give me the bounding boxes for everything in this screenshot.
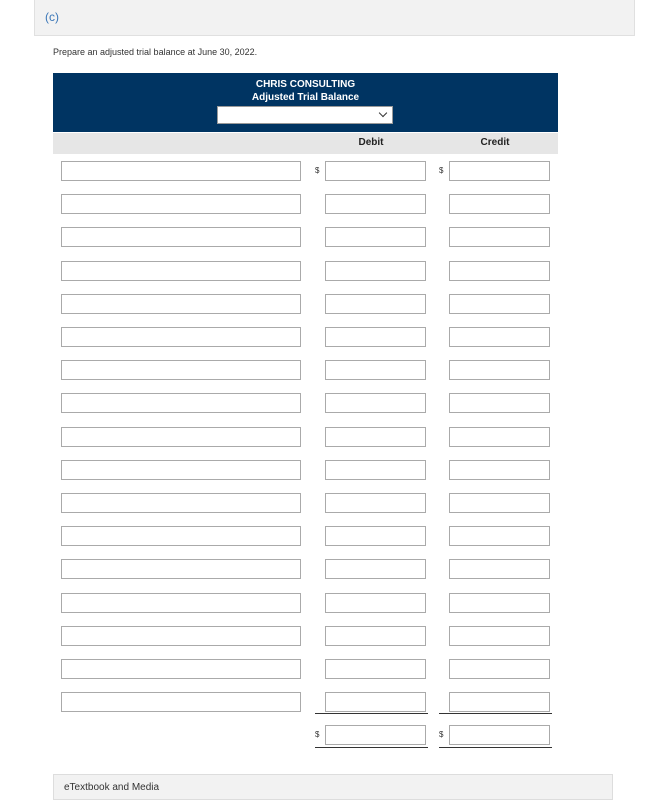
etextbook-media-button[interactable] <box>53 774 613 800</box>
credit-input[interactable] <box>449 294 550 314</box>
debit-input[interactable] <box>325 393 426 413</box>
credit-input[interactable] <box>449 161 550 181</box>
debit-subtotal-rule <box>315 713 428 714</box>
part-label: (c) <box>45 10 59 24</box>
account-input[interactable] <box>61 526 301 546</box>
table-row <box>0 393 650 413</box>
credit-input[interactable] <box>449 626 550 646</box>
credit-input[interactable] <box>449 194 550 214</box>
part-header <box>34 0 635 36</box>
table-row <box>0 194 650 214</box>
total-credit-input[interactable] <box>449 725 550 745</box>
table-row <box>0 360 650 380</box>
table-row <box>0 460 650 480</box>
credit-input[interactable] <box>449 227 550 247</box>
table-row <box>0 427 650 447</box>
credit-input[interactable] <box>449 593 550 613</box>
table-row <box>0 559 650 579</box>
credit-input[interactable] <box>449 526 550 546</box>
question-prompt: Prepare an adjusted trial balance at June 30, 2022. <box>53 47 258 57</box>
debit-input[interactable] <box>325 659 426 679</box>
account-input[interactable] <box>61 194 301 214</box>
account-input[interactable] <box>61 593 301 613</box>
table-row <box>0 161 650 181</box>
credit-total-double-rule <box>439 747 552 748</box>
credit-input[interactable] <box>449 393 550 413</box>
table-row <box>0 327 650 347</box>
table-row <box>0 493 650 513</box>
account-input[interactable] <box>61 161 301 181</box>
account-input[interactable] <box>61 360 301 380</box>
account-input[interactable] <box>61 659 301 679</box>
account-input[interactable] <box>61 427 301 447</box>
table-row <box>0 261 650 281</box>
debit-input[interactable] <box>325 692 426 712</box>
credit-subtotal-rule <box>439 713 552 714</box>
credit-input[interactable] <box>449 360 550 380</box>
credit-input[interactable] <box>449 427 550 447</box>
currency-symbol: $ <box>315 730 320 739</box>
table-row <box>0 593 650 613</box>
debit-input[interactable] <box>325 493 426 513</box>
credit-column-header: Credit <box>480 137 510 148</box>
credit-input[interactable] <box>449 327 550 347</box>
debit-input[interactable] <box>325 559 426 579</box>
debit-total-double-rule <box>315 747 428 748</box>
debit-input[interactable] <box>325 161 426 181</box>
debit-input[interactable] <box>325 460 426 480</box>
table-row <box>0 294 650 314</box>
debit-input[interactable] <box>325 294 426 314</box>
debit-input[interactable] <box>325 526 426 546</box>
debit-input[interactable] <box>325 626 426 646</box>
credit-input[interactable] <box>449 493 550 513</box>
debit-input[interactable] <box>325 227 426 247</box>
currency-symbol: $ <box>439 166 444 175</box>
company-name: CHRIS CONSULTING <box>255 79 356 90</box>
table-row <box>0 526 650 546</box>
credit-input[interactable] <box>449 460 550 480</box>
debit-input[interactable] <box>325 327 426 347</box>
account-input[interactable] <box>61 626 301 646</box>
debit-input[interactable] <box>325 593 426 613</box>
currency-symbol: $ <box>315 166 320 175</box>
account-input[interactable] <box>61 227 301 247</box>
chevron-down-icon <box>379 109 387 117</box>
account-input[interactable] <box>61 493 301 513</box>
account-input[interactable] <box>61 559 301 579</box>
currency-symbol: $ <box>439 730 444 739</box>
table-row <box>0 227 650 247</box>
date-select[interactable] <box>217 106 393 124</box>
credit-input[interactable] <box>449 659 550 679</box>
totals-row <box>0 725 650 745</box>
account-input[interactable] <box>61 261 301 281</box>
account-input[interactable] <box>61 692 301 712</box>
account-input[interactable] <box>61 393 301 413</box>
debit-input[interactable] <box>325 261 426 281</box>
debit-input[interactable] <box>325 360 426 380</box>
account-input[interactable] <box>61 460 301 480</box>
account-input[interactable] <box>61 327 301 347</box>
statement-header <box>53 73 558 132</box>
debit-column-header: Debit <box>358 137 384 148</box>
debit-input[interactable] <box>325 427 426 447</box>
column-header-bar <box>53 133 558 154</box>
statement-title: Adjusted Trial Balance <box>251 92 360 103</box>
credit-input[interactable] <box>449 692 550 712</box>
credit-input[interactable] <box>449 261 550 281</box>
etextbook-media-label: eTextbook and Media <box>64 782 160 793</box>
table-row <box>0 692 650 712</box>
debit-input[interactable] <box>325 194 426 214</box>
credit-input[interactable] <box>449 559 550 579</box>
table-row <box>0 659 650 679</box>
account-input[interactable] <box>61 294 301 314</box>
total-debit-input[interactable] <box>325 725 426 745</box>
table-row <box>0 626 650 646</box>
